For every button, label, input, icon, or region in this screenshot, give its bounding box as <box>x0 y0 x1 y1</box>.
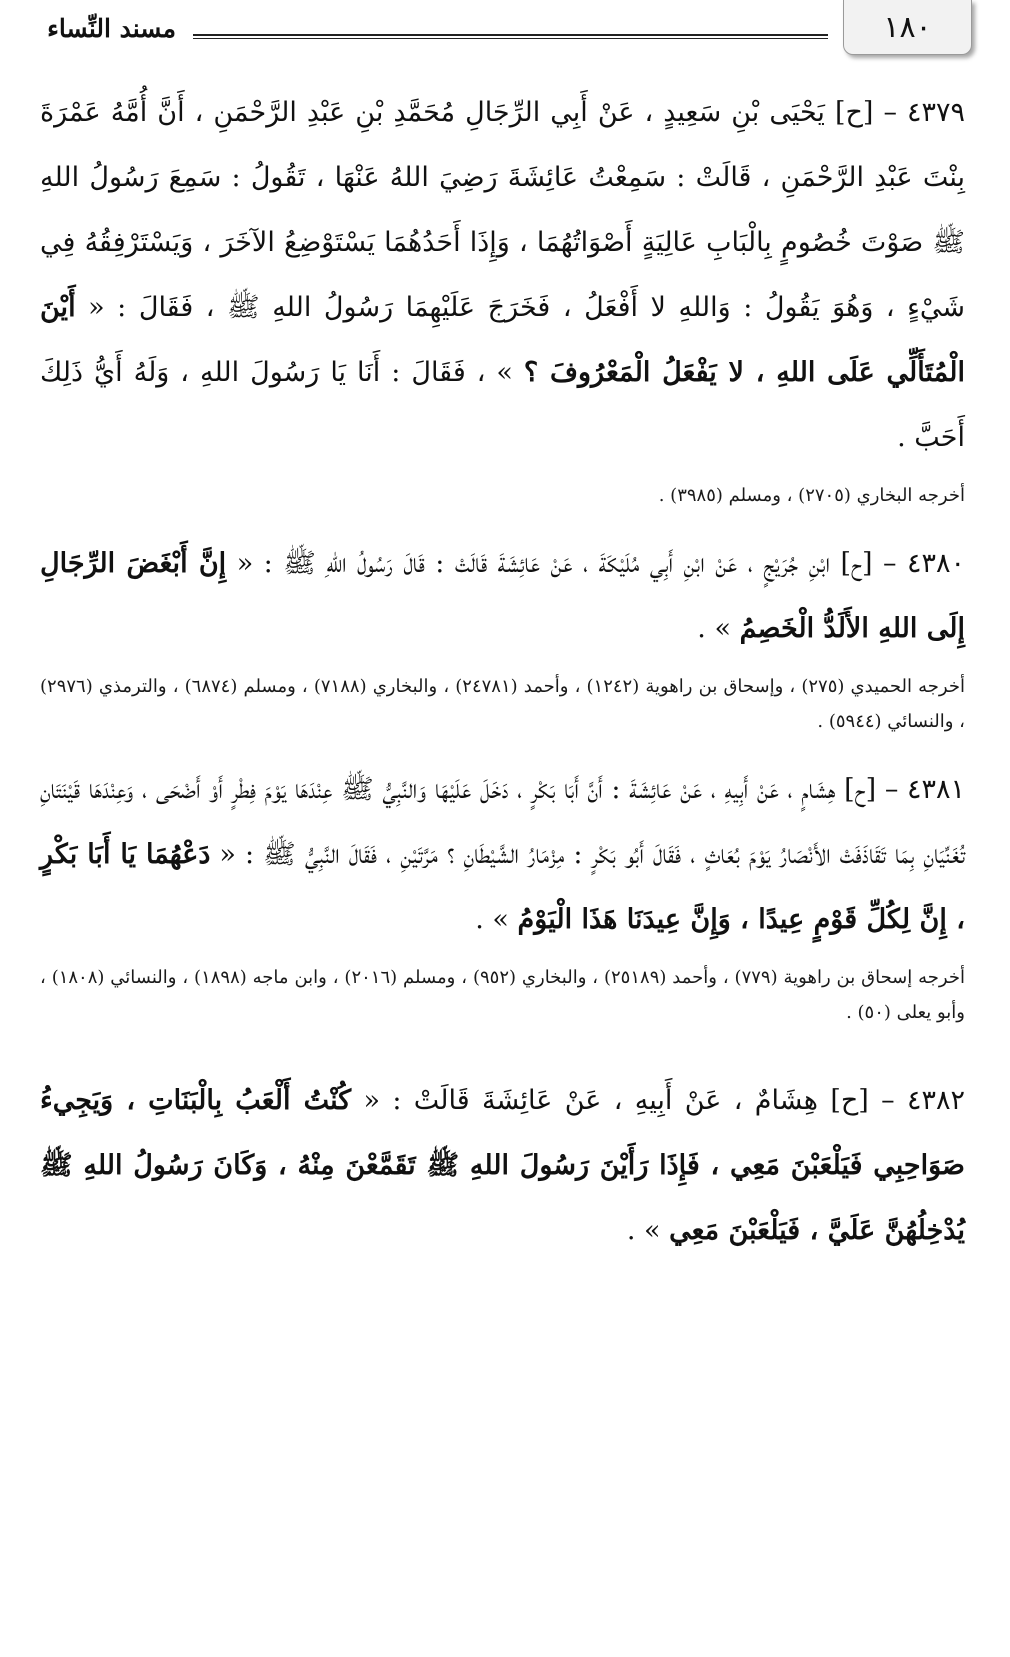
spacer <box>40 1048 965 1068</box>
hadith-text: ٤٣٨٢ – [ح] هِشَامٌ ، عَنْ أَبِيهِ ، عَنْ عَائِشَةَ قَالَتْ : « <box>363 1085 965 1116</box>
hadith-text: ٤٣٨٠ – [ح] ابْنِ جُرَيْجٍ ، عَنْ ابْنِ أَبِي مُلَيْكَةَ ، عَنْ عَائِشَةَ قَالَتْ : قَالَ رَسُولُ اللهِ ﷺ : « <box>236 548 965 579</box>
aisha-quote: كُنْتُ أَلْعَبُ بِالْبَنَاتِ ، وَيَجِيءُ صَوَاحِبِي فَيَلْعَبْنَ مَعِي ، فَإِذَا رَأَيْنَ رَسُولَ اللهِ ﷺ تَقَمَّعْنَ مِنْهُ ، وَكَانَ رَسُولُ اللهِ ﷺ يُدْخِلُهُنَّ عَلَيَّ ، فَيَلْعَبْنَ مَعِي <box>40 1085 965 1246</box>
hadith-text-end: » . <box>626 1215 661 1246</box>
hadith-4380 <box>40 531 965 661</box>
hadith-text-end: » . <box>475 904 509 935</box>
page-header <box>0 0 1010 70</box>
takhrij-4381: أخرجه إسحاق بن راهوية (٧٧٩) ، وأحمد (٢٥١٨٩) ، والبخاري (٩٥٢) ، ومسلم (٢٠١٦) ، وابن ماجه (١٨٩٨) ، والنسائي (١٨٠٨) ، وأبو يعلى (٥٠) . <box>40 967 965 1023</box>
header-rule <box>193 34 828 39</box>
prophetic-quote: إِنَّ أَبْغَضَ الرِّجَالِ إِلَى اللهِ الأَلَدُّ الْخَصِمُ <box>40 548 965 644</box>
running-title: مسند النِّساء <box>47 14 176 43</box>
prophetic-quote: دَعْهُمَا يَا أَبَا بَكْرٍ ، إِنَّ لِكُلِّ قَوْمٍ عِيدًا ، وَإِنَّ عِيدَنَا هَذَا الْيَوْمُ <box>40 839 965 935</box>
hadith-text-end: » . <box>697 613 731 644</box>
prophetic-quote: أَيْنَ الْمُتَأَلِّي عَلَى اللهِ ، لا يَفْعَلُ الْمَعْرُوفَ ؟ <box>40 292 965 388</box>
page-body <box>40 80 965 1263</box>
hadith-4381 <box>40 757 965 952</box>
takhrij-4379: أخرجه البخاري (٢٧٠٥) ، ومسلم (٣٩٨٥) . <box>658 485 965 506</box>
hadith-text: ٤٣٨١ – [ح] هِشَامٍ ، عَنْ أَبِيهِ ، عَنْ عَائِشَةَ : أَنَّ أَبَا بَكْرٍ ، دَخَلَ عَلَيْهَا وَالنَّبِيُّ ﷺ عِنْدَهَا يَوْمَ فِطْرٍ أَوْ أَضْحَى ، وَعِنْدَهَا قَيْنَتَانِ تُغَنِّيَانِ بِمَا تَقَاذَفَتْ الأَنْصَارُ يَوْمَ بُعَاثٍ ، فَقَالَ أَبُو بَكْرٍ : مِزْمَارُ الشَّيْطَانِ ؟ مَرَّتَيْنِ ، فَقَالَ النَّبِيُّ ﷺ : « <box>40 774 965 870</box>
takhrij-4380: أخرجه الحميدي (٢٧٥) ، وإسحاق بن راهوية (١٢٤٢) ، وأحمد (٢٤٧٨١) ، والبخاري (٧١٨٨) ، ومسلم (٦٨٧٤) ، والترمذي (٢٩٧٦) ، والنسائي (٥٩٤٤) . <box>40 676 965 732</box>
hadith-4382 <box>40 1068 965 1263</box>
hadith-text-end: » ، فَقَالَ : أَنَا يَا رَسُولَ اللهِ ، وَلَهُ أَيُّ ذَلِكَ أَحَبَّ . <box>40 357 965 453</box>
hadith-4379 <box>40 80 965 470</box>
page-number: ١٨٠ <box>843 0 972 55</box>
hadith-text: ٤٣٧٩ – [ح] يَحْيَى بْنِ سَعِيدٍ ، عَنْ أَبِي الرِّجَالِ مُحَمَّدِ بْنِ عَبْدِ الرَّحْمَنِ ، أَنَّ أُمَّهُ عَمْرَةَ بِنْتَ عَبْدِ الرَّحْمَنِ ، قَالَتْ : سَمِعْتُ عَائِشَةَ رَضِيَ اللهُ عَنْهَا ، تَقُولُ : سَمِعَ رَسُولُ اللهِ ﷺ صَوْتَ خُصُومٍ بِالْبَابِ عَالِيَةٍ أَصْوَاتُهُمَا ، وَإِذَا أَحَدُهُمَا يَسْتَوْضِعُ الآخَرَ ، وَيَسْتَرْفِقُهُ فِي شَيْءٍ ، وَهُوَ يَقُولُ : وَاللهِ لا أَفْعَلُ ، فَخَرَجَ عَلَيْهِمَا رَسُولُ اللهِ ﷺ ، فَقَالَ : « <box>40 97 965 323</box>
